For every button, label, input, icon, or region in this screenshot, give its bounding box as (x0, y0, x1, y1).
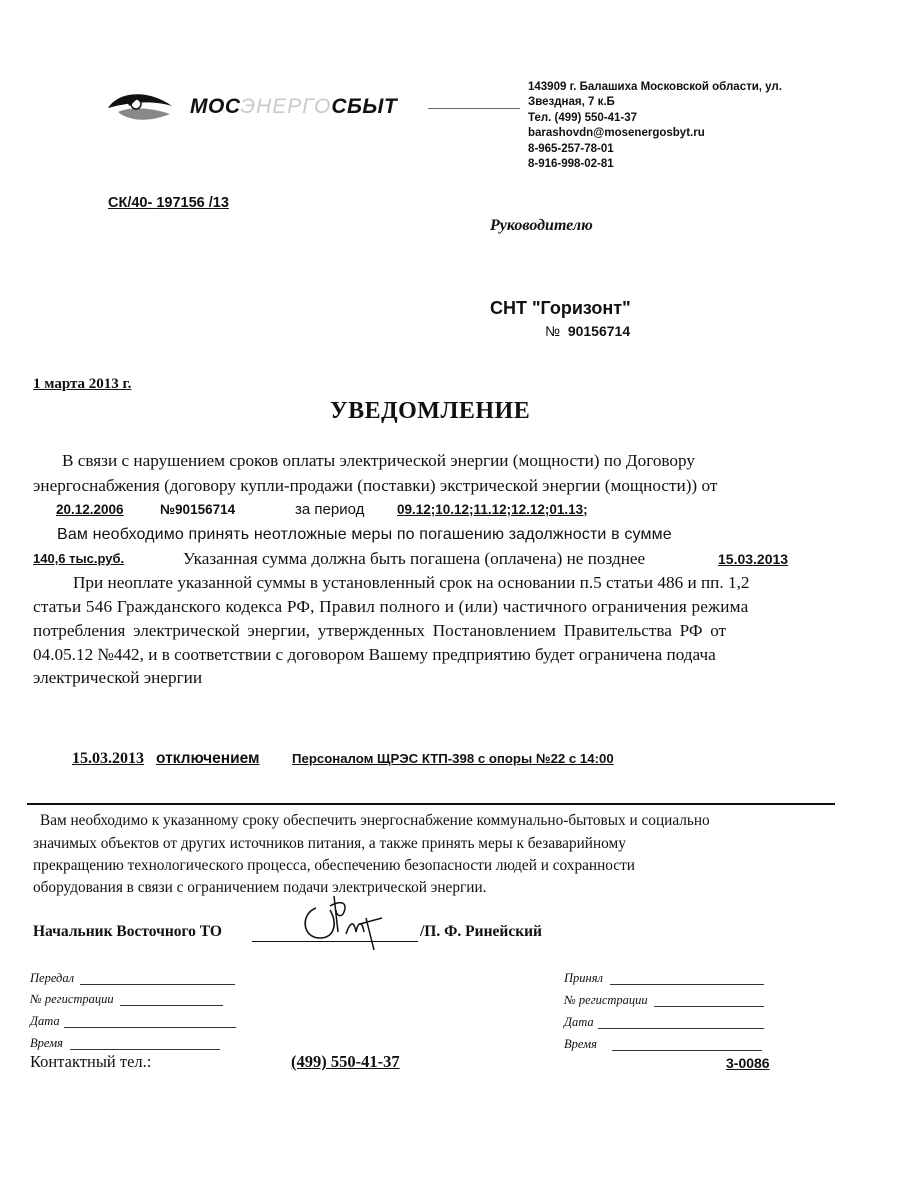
address-line: Тел. (499) 550-41-37 (528, 111, 638, 124)
reference-number (108, 195, 229, 211)
address-line: Звездная, 7 к.Б (528, 96, 615, 109)
form-right-field (610, 984, 764, 985)
address-block (528, 80, 782, 172)
form-left-label: Передал (30, 971, 75, 985)
body-para2-line: потребления электрической энергии, утвержденных Постановлением Правительства РФ от (33, 621, 727, 640)
disconnect-label: отключением (156, 750, 260, 767)
form-left-label: Дата (30, 1014, 60, 1028)
disconnect-detail: Персоналом ЩРЭС КТП-398 с опоры №22 с 14:00 (292, 751, 614, 766)
logo-suffix: СБЫТ (331, 95, 398, 118)
document-title: УВЕДОМЛЕНИЕ (330, 398, 531, 424)
address-line: 8-965-257-78-01 (528, 142, 614, 155)
address-line: 8-916-998-02-81 (528, 158, 614, 171)
contract-number: №90156714 (160, 502, 236, 517)
recipient-number-label: № (545, 323, 561, 339)
form-left-field (120, 1005, 223, 1006)
period-value: 09.12;10.12;11.12;12.12;01.13; (397, 502, 588, 517)
recipient-number (545, 323, 630, 339)
address-line: 143909 г. Балашиха Московской области, ул. (528, 81, 782, 93)
section-divider (27, 803, 835, 805)
disconnect-date: 15.03.2013 (72, 750, 144, 767)
form-right-label: № регистрации (564, 993, 648, 1007)
logo-prefix: МОС (190, 95, 241, 118)
debt-amount: 140,6 тыс.руб. (33, 551, 125, 566)
form-right-field (612, 1050, 762, 1051)
form-left-label: № регистрации (30, 992, 114, 1006)
recipient-number-value: 90156714 (567, 323, 631, 339)
contact-phone: (499) 550-41-37 (291, 1052, 400, 1071)
body-line-4: Вам необходимо принять неотложные меры по погашению задолжности в сумме (57, 526, 672, 543)
period-label: за период (295, 501, 365, 518)
form-left-label: Время (30, 1036, 63, 1050)
recipient-role: Руководителю (490, 217, 593, 234)
advice-line: Вам необходимо к указанному сроку обеспечить энергоснабжение коммунально-бытовых и социально (40, 812, 710, 829)
form-left-field (80, 984, 235, 985)
due-date: 15.03.2013 (718, 551, 789, 567)
advice-line: прекращению технологического процесса, обеспечению безопасности людей и сохранности (33, 857, 635, 874)
address-line: barashovdn@mosenergosbyt.ru (528, 127, 705, 140)
logo-divider (428, 108, 520, 109)
logo-wordmark (190, 95, 397, 119)
form-right-label: Дата (564, 1015, 594, 1029)
handwritten-signature-icon (290, 888, 400, 958)
logo-middle: ЭНЕРГО (240, 95, 332, 118)
body-para2-line: электрической энергии (33, 668, 203, 687)
logo-emblem-icon (108, 94, 172, 120)
body-line-1: В связи с нарушением сроков оплаты электрической энергии (мощности) по Договору (62, 451, 695, 470)
form-right-label: Время (564, 1037, 597, 1051)
body-line-5: Указанная сумма должна быть погашена (оплачена) не позднее (183, 549, 646, 568)
body-para2-line: статьи 546 Гражданского кодекса РФ, Правил полного и (или) частичного ограничения режима (33, 597, 749, 616)
contract-date: 20.12.2006 (56, 502, 124, 517)
form-right-field (598, 1028, 764, 1029)
signatory-name: /П. Ф. Ринейский (420, 923, 542, 940)
recipient-org: СНТ "Горизонт" (490, 298, 631, 318)
body-line-2: энергоснабжения (договору купли-продажи (поставки) экстрической энергии (мощности)) от (33, 476, 718, 495)
contact-label: Контактный тел.: (30, 1052, 152, 1071)
form-left-field (64, 1027, 236, 1028)
form-right-field (654, 1006, 764, 1007)
advice-line: оборудования в связи с ограничением подачи электрической энергии. (33, 879, 487, 896)
body-para2-line: 04.05.12 №442, и в соответствии с договором Вашему предприятию будет ограничена подача (33, 645, 716, 664)
document-code: 3-0086 (726, 1055, 770, 1071)
advice-line: значимых объектов от других источников питания, а также принять меры к безаварийному (33, 835, 626, 852)
reference-value: 197156 /13 (156, 195, 229, 211)
reference-prefix: СК/40- (108, 195, 153, 211)
letter-date: 1 марта 2013 г. (33, 376, 132, 392)
body-para2-line: При неоплате указанной суммы в установленный срок на основании п.5 статьи 486 и пп. 1,2 (73, 573, 750, 592)
signatory-title: Начальник Восточного ТО (33, 923, 222, 940)
form-left-field (70, 1049, 220, 1050)
form-right-label: Принял (564, 971, 603, 985)
